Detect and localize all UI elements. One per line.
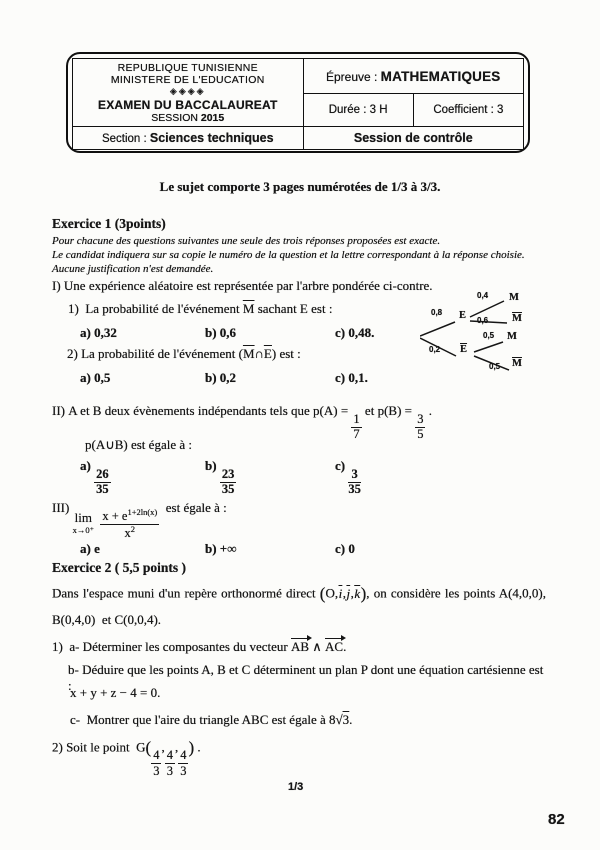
- node-e-bar: $\overline{E}$: [460, 344, 468, 355]
- republic-line: REPUBLIQUE TUNISIENNE: [117, 61, 258, 74]
- header-institution-cell: [73, 59, 304, 127]
- g-coordinate-3: $\frac{4}{3}$: [180, 748, 187, 778]
- radical-sign: √: [335, 712, 343, 727]
- option-c: c) 0,1.: [335, 370, 368, 385]
- fraction-pb: $\frac{3}{5}$: [417, 411, 424, 442]
- exercise2-intro-line2: B(0,4,0) et C(0,0,4).: [52, 612, 162, 627]
- option-c: c) 0: [335, 541, 355, 556]
- exercise1-title: Exercice 1 (3points): [52, 216, 166, 231]
- question-III-options: [80, 541, 355, 557]
- m-bar: $\overline{M}$: [242, 301, 255, 316]
- corner-number: 82: [548, 811, 565, 828]
- prob-m-given-e: 0,4: [477, 291, 489, 300]
- option-a: a) 0,5: [80, 370, 111, 385]
- option-b: b) $\frac{23}{35}$: [205, 458, 235, 497]
- pages-notice: Le sujet comporte 3 pages numérotées de 1/3 à 3/3.: [159, 179, 441, 194]
- option-a: a) e: [80, 541, 100, 556]
- exam-name: EXAMEN DU BACCALAUREAT: [97, 97, 278, 112]
- limit-operator: lim x→0⁺: [72, 509, 95, 535]
- g-coordinate-2: $\frac{4}{3}$: [166, 748, 173, 778]
- prob-e: 0,8: [431, 308, 443, 317]
- question-II-sub: p(A∪B) est égale à :: [85, 437, 192, 452]
- prob-m-bar-given-e-bar: 0,5: [489, 362, 501, 371]
- exam-header: [66, 52, 530, 153]
- radicand: 3: [342, 712, 350, 727]
- leaf-m: M: [507, 331, 517, 342]
- leaf-m-bar: $\overline{M}$: [512, 358, 522, 369]
- leaf-m: M: [509, 292, 519, 303]
- option-c: c) 0,48.: [335, 325, 375, 340]
- ministry-line: MINISTERE DE L'EDUCATION: [110, 73, 265, 86]
- coefficient-cell: Coefficient : 3: [413, 94, 523, 127]
- option-c: c) $\frac{3}{35}$: [335, 458, 361, 497]
- exercise2-q1b-equation: x + y + z − 4 = 0.: [70, 685, 161, 700]
- exercise2-q2: 2) Soit le point G( $\frac{4}{3}$ , $\frac{4}{3}$ , $\frac{4}{3}$ ) .: [52, 738, 201, 778]
- k-vector: $\overline{k}$: [354, 585, 361, 601]
- instruction-line1: Pour chacune des questions suivantes une seule des trois réponses proposées est exacte.: [52, 235, 441, 247]
- section-cell: Section : Sciences techniques: [73, 127, 304, 150]
- question-III: III) lim x→0⁺ $\frac{x + e^{1+2ln(x)}}{x^2}$ est égale à :: [52, 500, 227, 541]
- limit-fraction: $\frac{x + e^{1+2ln(x)}}{x^2}$: [102, 506, 158, 541]
- close-paren: ): [188, 738, 195, 757]
- question-2: 2) La probabilité de l'événement $(\overline{M}\cap\overline{E})$ est :: [67, 346, 301, 361]
- option-a: a) 0,32: [80, 325, 117, 340]
- instruction-line2: Le candidat indiquera sur sa copie le numéro de la question et la lettre correspondant à la réponse choisie. Aucune justification n'est demandée.: [52, 249, 525, 276]
- node-e: E: [459, 310, 467, 321]
- exercise2-title: Exercice 2 ( 5,5 points ): [52, 560, 186, 575]
- subject-cell: Épreuve : MATHEMATIQUES: [303, 59, 524, 94]
- option-b: b) +∞: [205, 541, 237, 556]
- m-bar: $\overline{M}$: [242, 346, 255, 361]
- fraction-pa: $\frac{1}{7}$: [353, 411, 360, 442]
- question-II-options: [80, 458, 361, 497]
- vector-ac: AC: [325, 639, 344, 654]
- option-b: b) 0,2: [205, 370, 237, 385]
- close-paren: ): [360, 584, 367, 603]
- option-a: a) $\frac{26}{35}$: [80, 458, 109, 497]
- page-number: 1/3: [288, 781, 304, 793]
- probability-tree-diagram: [420, 285, 555, 385]
- prob-m-given-e-bar: 0,5: [483, 331, 495, 340]
- e-bar: $\overline{E}$: [263, 346, 272, 361]
- leaf-m-bar: $\overline{M}$: [512, 313, 522, 324]
- diamonds-ornament: ◈◈◈◈: [169, 85, 206, 96]
- duration-cell: Durée : 3 H: [303, 94, 413, 127]
- question-2-options: [80, 370, 368, 386]
- prob-m-bar-given-e: 0,6: [477, 316, 489, 325]
- i-vector: $\overline{i}$: [338, 585, 343, 601]
- vector-ab: AB: [290, 639, 310, 654]
- open-paren: (: [319, 584, 326, 603]
- prob-e-bar: 0,2: [429, 345, 441, 354]
- session-line: SESSION 2015: [151, 111, 225, 124]
- part1-intro: I) Une expérience aléatoire est représentée par l'arbre pondérée ci-contre.: [52, 278, 433, 293]
- question-II: II) A et B deux évènements indépendants tels que p(A) = $\frac{1}{7}$ et p(B) = $\frac{3}{5}$ .: [52, 403, 432, 442]
- exercise2-q1b: b- Déduire que les points A, B et C déterminent un plan P dont une équation cartésienne est :: [68, 662, 544, 693]
- exercise2-q1a: 1) a- Déterminer les composantes du vecteur AB ∧ AC.: [52, 639, 347, 654]
- session-cell: Session de contrôle: [303, 127, 524, 150]
- option-b: b) 0,6: [205, 325, 237, 340]
- j-vector: $\overline{j}$: [346, 585, 351, 601]
- exercise1-instructions: [52, 234, 554, 277]
- question-1: 1) La probabilité de l'événement $\overline{M}$ sachant E est :: [68, 301, 333, 316]
- g-coordinate-1: $\frac{4}{3}$: [153, 748, 160, 778]
- exercise2-q1c: c- Montrer que l'aire du triangle ABC est égale à 8√3.: [70, 712, 353, 727]
- question-1-options: [80, 325, 374, 341]
- open-paren: (: [145, 738, 152, 757]
- exercise2-intro-line1: Dans l'espace muni d'un repère orthonormé direct $(O,\overline{i},\overline{j},\overline{k})$, on considère les points A(4,0,0),: [52, 584, 547, 603]
